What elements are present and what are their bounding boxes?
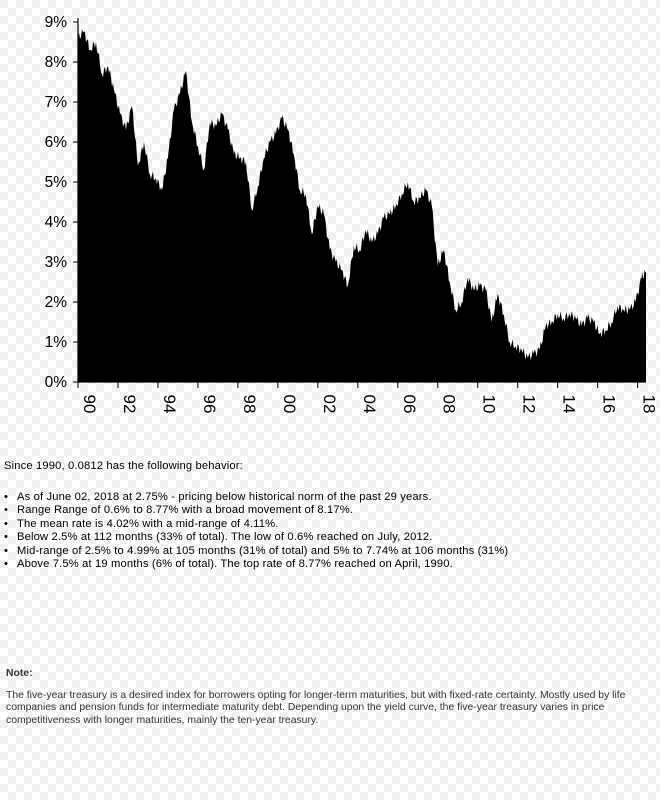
summary-bullet xyxy=(4,558,654,572)
y-tick-label: 5% xyxy=(44,174,67,191)
x-tick-label: 02 xyxy=(319,394,339,414)
x-tick-label: 04 xyxy=(359,394,379,414)
y-tick-label: 7% xyxy=(44,94,67,111)
y-tick-label: 8% xyxy=(44,54,67,71)
summary-bullet-text: Below 2.5% at 112 months (33% of total). The low of 0.6% reached on July, 2012. xyxy=(17,531,433,543)
x-tick-label: 94 xyxy=(159,394,179,414)
y-tick-label: 6% xyxy=(44,134,67,151)
note-section xyxy=(6,668,651,727)
bullet-glyph: • xyxy=(4,544,9,557)
summary-bullet-list xyxy=(4,491,654,572)
y-tick-label: 4% xyxy=(44,214,67,231)
summary-bullet xyxy=(4,504,654,518)
x-tick-label: 96 xyxy=(199,394,219,414)
summary-bullet-text: The mean rate is 4.02% with a mid-range of 4.11%. xyxy=(17,517,279,530)
y-tick-label: 1% xyxy=(44,334,67,351)
bullet-glyph: • xyxy=(4,504,9,516)
bullet-glyph: • xyxy=(4,490,9,503)
note-text: The five-year treasury is a desired index for borrowers opting for longer-term maturities, but with fixed-rate certainty. Mostly used by life companies and pension funds for intermediate maturity debt. Depending upon the yield curve, the five-year treasury varies in price competitiveness with longer maturities, mainly the ten-year treasury. xyxy=(6,690,626,726)
summary-bullet xyxy=(4,518,654,532)
bullet-glyph: • xyxy=(4,531,9,543)
x-tick-label: 18 xyxy=(639,394,659,414)
y-tick-label: 0% xyxy=(44,374,67,391)
x-tick-label: 92 xyxy=(120,394,139,414)
x-tick-label: 12 xyxy=(519,394,539,414)
summary-intro: Since 1990, 0.0812 has the following behavior: xyxy=(4,460,243,472)
area-series-0 xyxy=(78,29,646,382)
summary-bullet-text: Above 7.5% at 19 months (6% of total). The top rate of 8.77% reached on April, 1990. xyxy=(17,558,453,570)
summary-section xyxy=(4,460,654,572)
x-tick-label: 98 xyxy=(239,394,259,414)
bullet-glyph: • xyxy=(4,558,9,570)
bullet-glyph: • xyxy=(4,517,9,530)
x-tick-label: 08 xyxy=(439,394,459,414)
y-tick-label: 9% xyxy=(44,14,67,31)
note-title: Note: xyxy=(6,668,33,679)
x-tick-label: 06 xyxy=(399,394,419,414)
y-tick-label: 3% xyxy=(44,254,67,271)
x-tick-label: 16 xyxy=(599,394,619,414)
x-tick-label: 14 xyxy=(559,394,579,414)
x-tick-label: 10 xyxy=(479,394,499,414)
summary-bullet-text: Mid-range of 2.5% to 4.99% at 105 months (31% of total) and 5% to 7.74% at 106 months (31%) xyxy=(17,544,509,557)
summary-bullet xyxy=(4,531,654,545)
summary-bullet xyxy=(4,491,654,505)
summary-bullet-text: As of June 02, 2018 at 2.75% - pricing below historical norm of the past 29 years. xyxy=(17,490,432,503)
summary-bullet xyxy=(4,545,654,559)
x-tick-label: 90 xyxy=(80,394,99,414)
summary-bullet-text: Range Range of 0.6% to 8.77% with a broad movement of 8.17%. xyxy=(17,504,354,516)
x-tick-label: 00 xyxy=(279,394,299,414)
y-tick-label: 2% xyxy=(44,294,67,311)
